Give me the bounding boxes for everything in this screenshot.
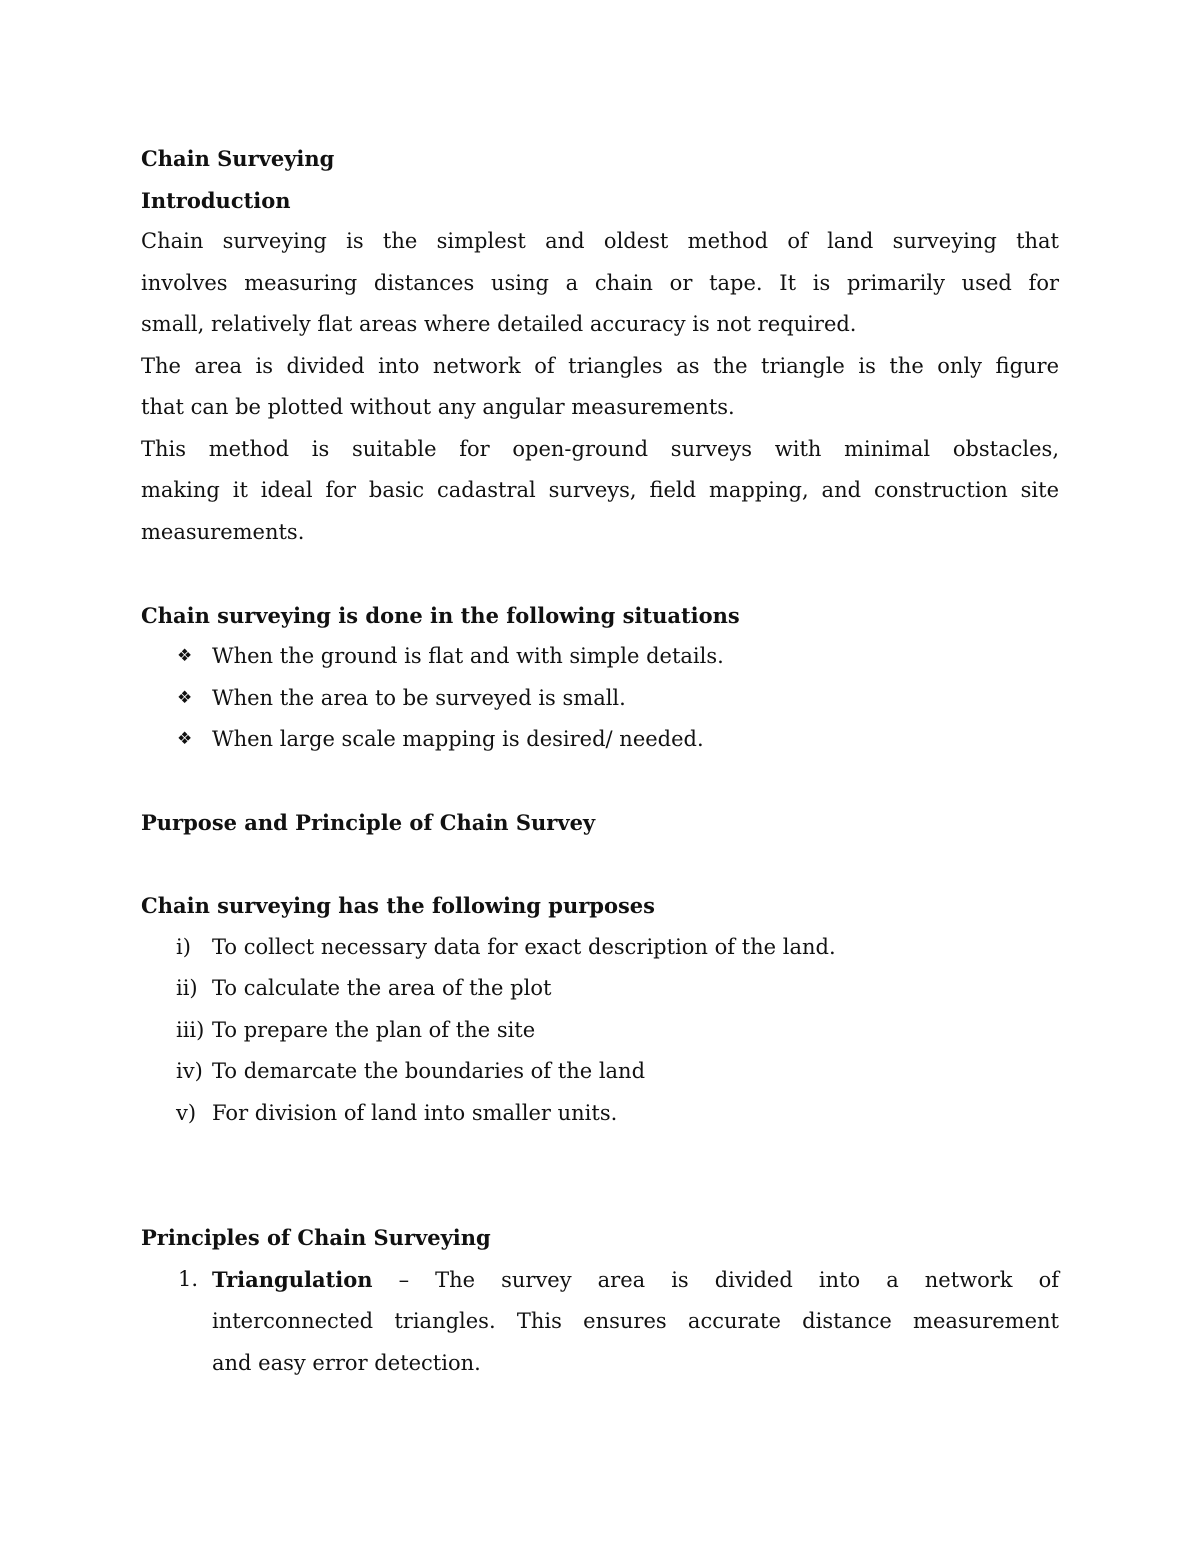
list-item — [141, 678, 1059, 720]
list-item-number: iii) — [176, 1017, 205, 1042]
document-title: Chain Surveying — [141, 146, 335, 171]
list-item — [141, 719, 1059, 761]
list-item — [141, 1093, 1059, 1135]
diamond-bullet-icon: ❖ — [177, 729, 193, 749]
list-item-number: ii) — [176, 976, 198, 1000]
list-item-text: For division of land into smaller units. — [212, 1100, 618, 1125]
list-item-text: When the ground is flat and with simple details. — [212, 644, 724, 668]
purposes-list — [141, 927, 1059, 1135]
spacer — [141, 1134, 1059, 1217]
document-page — [141, 138, 1059, 1384]
list-item — [141, 636, 1059, 678]
intro-line: involves measuring distances using a chain or tape. It is primarily used for — [141, 270, 1059, 295]
suitability-paragraph — [141, 429, 1059, 554]
intro-paragraph — [141, 221, 1059, 346]
paragraph-line: The area is divided into network of triangles as the triangle is the only figure — [141, 353, 1059, 378]
situations-heading: Chain surveying is done in the following situations — [141, 602, 740, 628]
spacer — [141, 553, 1059, 595]
list-item-content — [212, 1259, 1059, 1385]
principles-list — [141, 1259, 1059, 1385]
list-item-number: 1. — [178, 1266, 199, 1291]
list-item-text: To collect necessary data for exact description of the land. — [212, 934, 836, 959]
purposes-heading: Chain surveying has the following purposes — [141, 893, 655, 918]
paragraph-line: that can be plotted without any angular measurements. — [141, 395, 735, 419]
list-item — [141, 1051, 1059, 1093]
list-item-text: When the area to be surveyed is small. — [212, 685, 626, 710]
list-item — [141, 927, 1059, 969]
list-item-number: i) — [176, 934, 191, 959]
list-item-number: v) — [176, 1100, 197, 1125]
list-item — [141, 1010, 1059, 1052]
principle-line — [212, 1259, 1059, 1302]
list-item-text: When large scale mapping is desired/ needed. — [212, 727, 704, 751]
principle-line: and easy error detection. — [212, 1350, 481, 1375]
purpose-principle-heading: Purpose and Principle of Chain Survey — [141, 810, 596, 835]
list-item-number: iv) — [176, 1059, 203, 1083]
paragraph-line: measurements. — [141, 519, 305, 544]
intro-line: small, relatively flat areas where detailed accuracy is not required. — [141, 312, 857, 336]
paragraph-line: This method is suitable for open-ground surveys with minimal obstacles, — [141, 436, 1059, 461]
principle-text: – The survey area is divided into a network of — [398, 1267, 1059, 1292]
list-item — [141, 968, 1059, 1010]
spacer — [141, 761, 1059, 803]
list-item-text: To prepare the plan of the site — [212, 1017, 536, 1042]
intro-heading: Introduction — [141, 187, 291, 213]
diamond-bullet-icon: ❖ — [177, 646, 193, 666]
intro-line: Chain surveying is the simplest and oldest method of land surveying that — [141, 229, 1059, 253]
triangles-paragraph — [141, 346, 1059, 429]
principle-line: interconnected triangles. This ensures accurate distance measurement — [212, 1309, 1059, 1333]
list-item-text: To calculate the area of the plot — [212, 976, 552, 1000]
principles-heading: Principles of Chain Surveying — [141, 1225, 491, 1250]
principle-term: Triangulation — [212, 1266, 373, 1292]
situations-list — [141, 636, 1059, 761]
list-item — [141, 1259, 1059, 1385]
list-item-text: To demarcate the boundaries of the land — [212, 1059, 646, 1083]
paragraph-line: making it ideal for basic cadastral surveys, field mapping, and construction site — [141, 478, 1059, 502]
diamond-bullet-icon: ❖ — [177, 687, 193, 708]
spacer — [141, 844, 1059, 886]
